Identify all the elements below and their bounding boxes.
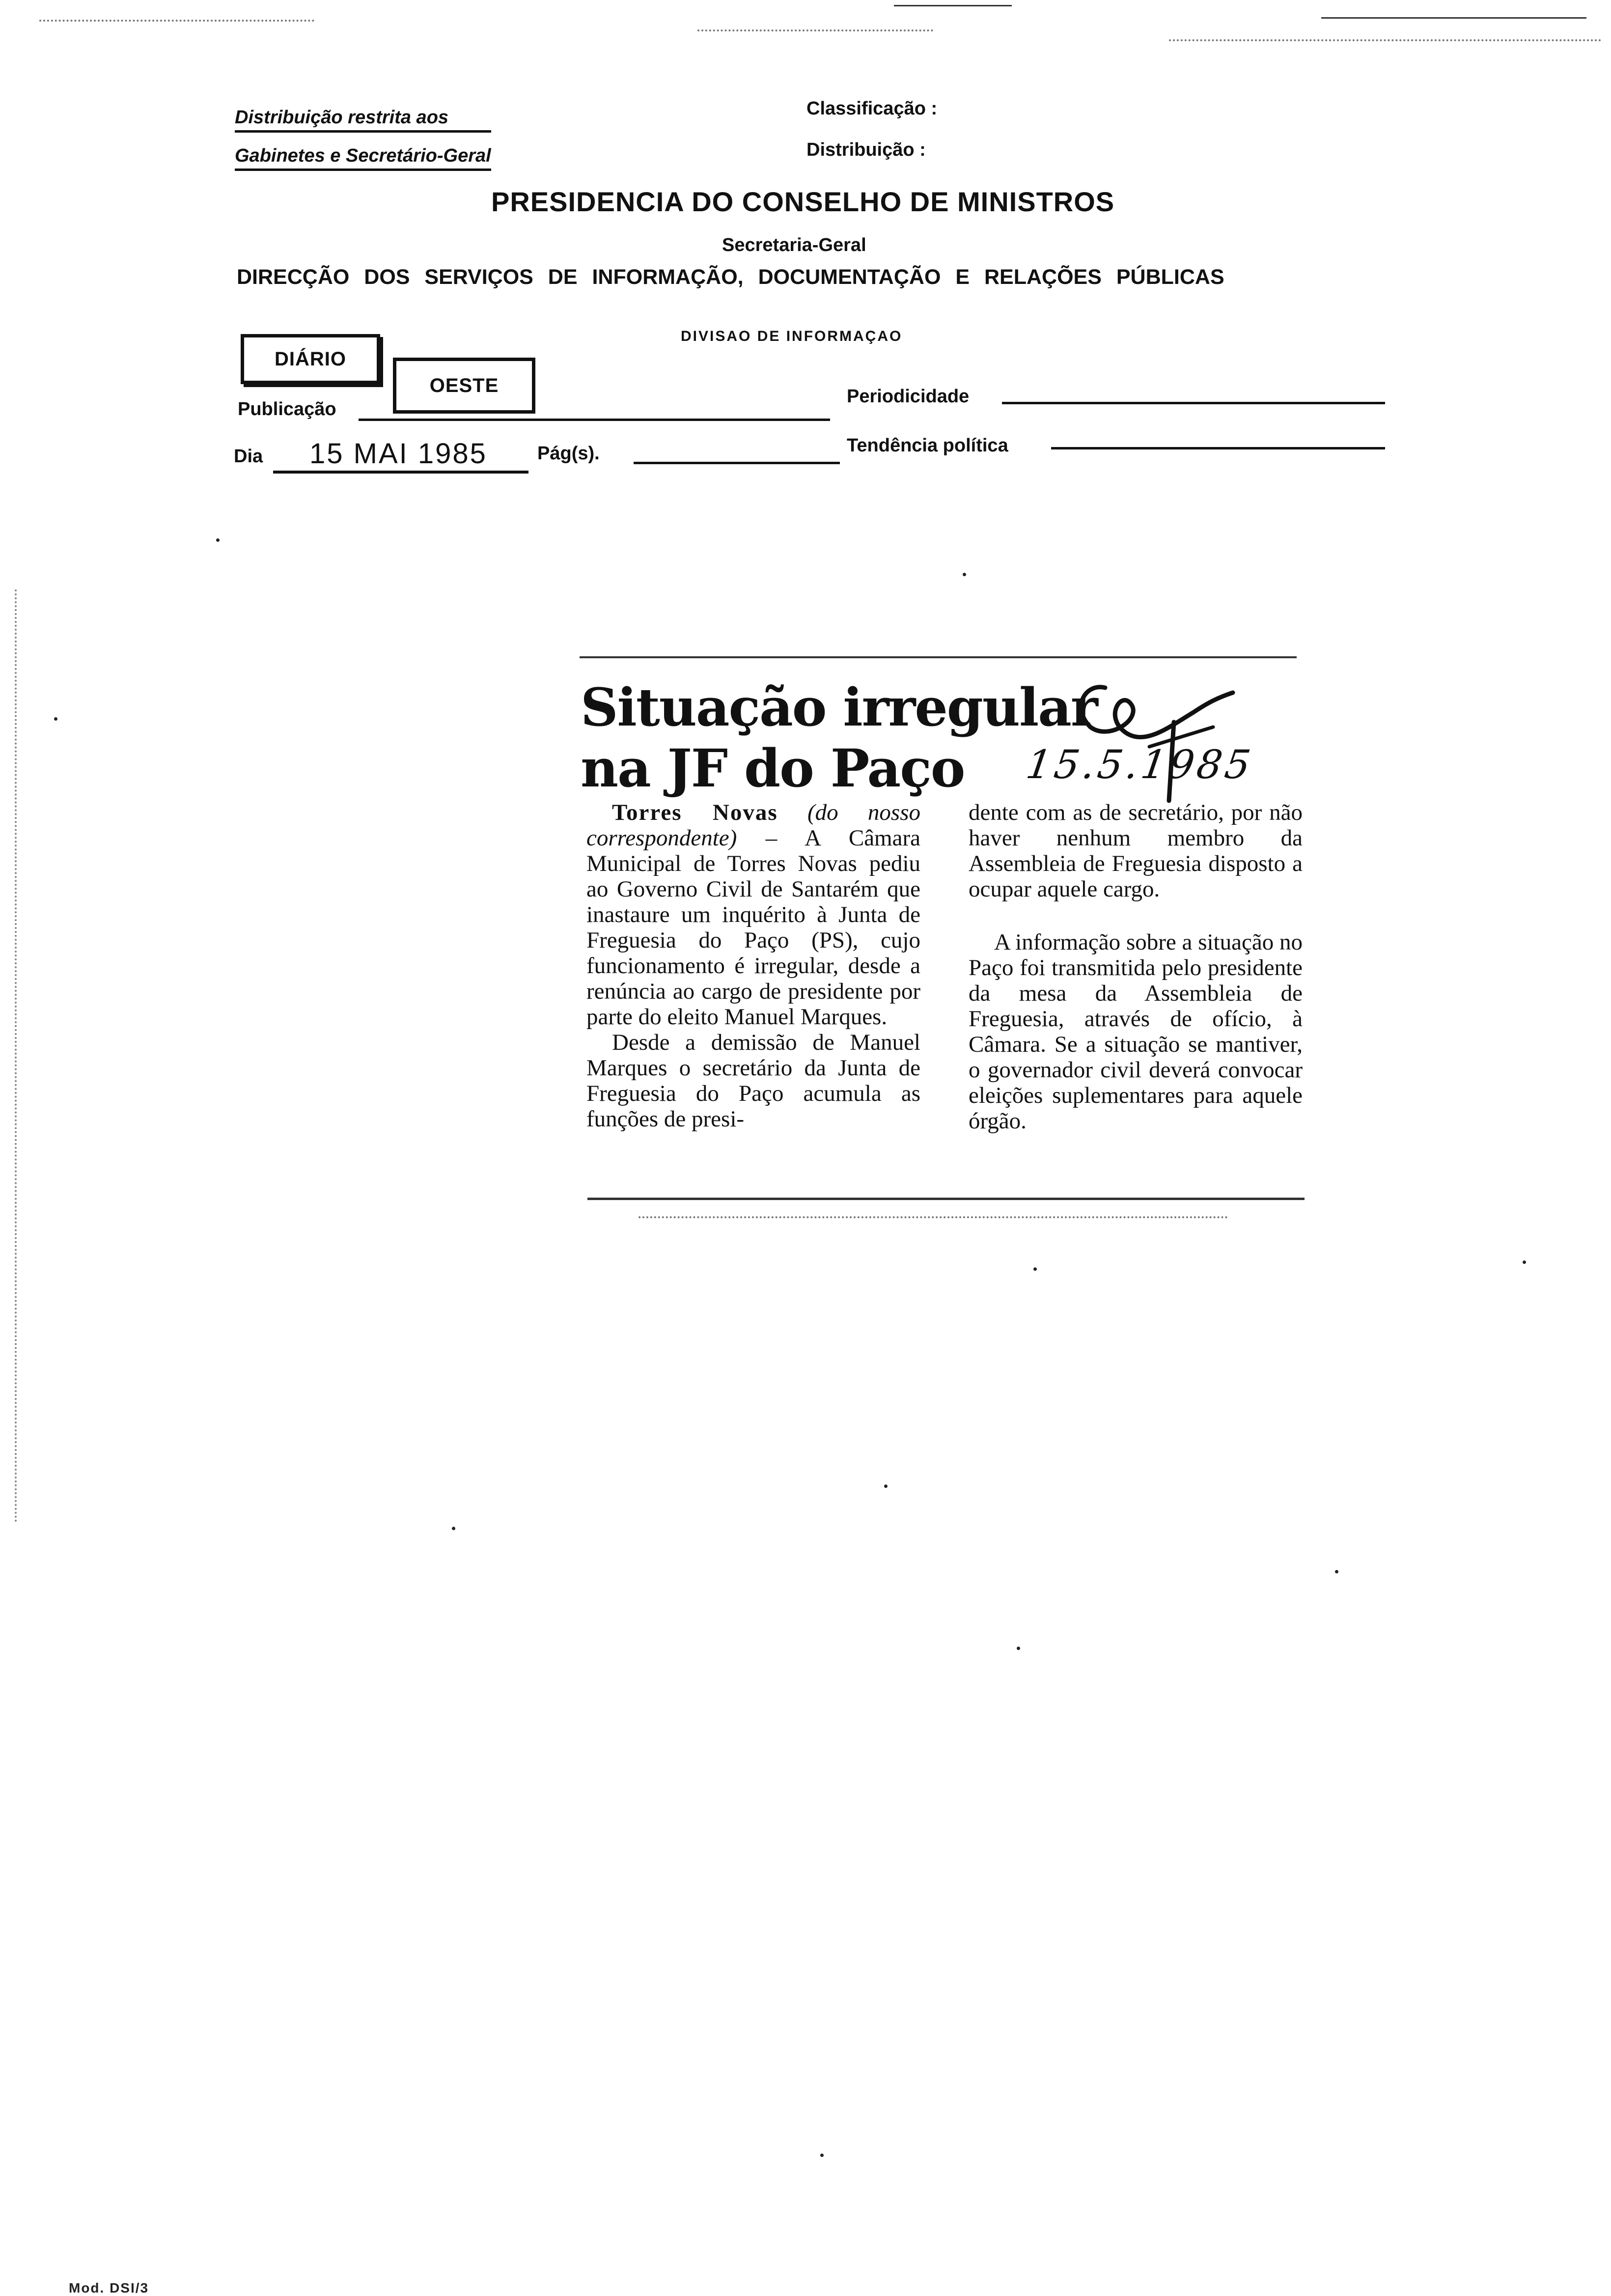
article-headline-line-2: na JF do Paço: [581, 737, 965, 799]
form-code: Mod. DSI/3: [69, 2280, 149, 2296]
page-title: PRESIDENCIA DO CONSELHO DE MINISTROS: [491, 186, 1115, 217]
scan-speck: [54, 717, 57, 721]
scan-speck: [1523, 1260, 1526, 1264]
dia-value-strike: [273, 471, 528, 474]
divisao-heading: DIVISAO DE INFORMAÇAO: [681, 328, 903, 344]
dateline-place: Torres Novas: [612, 800, 778, 825]
clipping-bottom-edge: [639, 1216, 1228, 1218]
scan-edge-top: [697, 29, 933, 31]
scan-speck: [452, 1527, 455, 1530]
article-paragraph: Desde a demissão de Manuel Marques o secretário da Junta de Freguesia do Paço acumula as funções de presi-: [586, 1030, 920, 1132]
distribuicao-label: Distribuição :: [806, 140, 926, 160]
publicacao-field-line: [359, 419, 830, 421]
dia-value: 15 MAI 1985: [309, 438, 487, 470]
dia-label: Dia: [234, 446, 263, 467]
publication-stamp-text: DIÁRIO: [275, 348, 346, 370]
publication-stamp-secondary: [393, 358, 535, 414]
article-paragraph: dente com as de secretário, por não haver nenhum membro da Assembleia de Freguesia disposto a ocupar aquele cargo.: [969, 800, 1303, 902]
article-paragraph: [586, 800, 920, 1030]
classificacao-label: Classificação :: [806, 98, 938, 119]
article-column-2: [969, 800, 1303, 1134]
scan-speck: [884, 1484, 888, 1488]
tendencia-label: Tendência política: [847, 435, 1008, 456]
publication-stamp: [241, 334, 380, 384]
pags-label: Pág(s).: [537, 443, 600, 464]
scan-speck: [1335, 1570, 1338, 1573]
handwritten-date: 15.5.1985: [1023, 742, 1256, 787]
publicacao-label: Publicação: [238, 399, 336, 420]
publication-stamp-secondary-text: OESTE: [429, 375, 499, 396]
tendencia-field-line: [1051, 447, 1385, 449]
scan-edge-left: [0, 589, 17, 1523]
scan-edge-top: [1321, 17, 1586, 19]
dateline-source: (do nosso correspondente): [586, 800, 921, 851]
restricted-note-line-2: Gabinetes e Secretário-Geral: [235, 145, 491, 171]
scan-edge-top: [894, 5, 1012, 6]
scan-speck: [1033, 1267, 1037, 1271]
pags-field-line: [634, 462, 840, 464]
scan-edge-top: [39, 20, 314, 22]
scan-speck: [963, 573, 966, 576]
article-headline-line-1: Situação irregular: [581, 676, 1097, 738]
direccao-heading: DIRECÇÃO DOS SERVIÇOS DE INFORMAÇÃO, DOCUMENTAÇÃO E RELAÇÕES PÚBLICAS: [237, 265, 1224, 289]
periodicidade-label: Periodicidade: [847, 386, 970, 407]
page-subtitle: Secretaria-Geral: [722, 235, 866, 255]
scan-speck: [820, 2154, 824, 2157]
restricted-note: [235, 107, 491, 171]
scan-speck: [1017, 1647, 1020, 1650]
scan-edge-top: [1169, 39, 1601, 41]
scan-speck: [216, 538, 220, 542]
restricted-note-line-1: Distribuição restrita aos: [235, 107, 491, 133]
periodicidade-field-line: [1002, 402, 1385, 404]
clipping-bottom-rule: [587, 1198, 1305, 1200]
article-paragraph-text: – A Câmara Municipal de Torres Novas pediu ao Governo Civil de Santarém que inastaure um inquérito à Junta de Freguesia do Paço (PS), cujo funcionamento é irregular, desde a renúncia ao cargo de presidente por parte do eleito Manuel Marques.: [586, 825, 920, 1030]
article-paragraph: A informação sobre a situação no Paço foi transmitida pelo presidente da mesa da Assembleia de Freguesia, através de ofício, à Câmara. Se a situação se mantiver, o governador civil deverá convocar eleições suplementares para aquele órgão.: [969, 929, 1303, 1134]
article-column-1: [586, 800, 920, 1132]
